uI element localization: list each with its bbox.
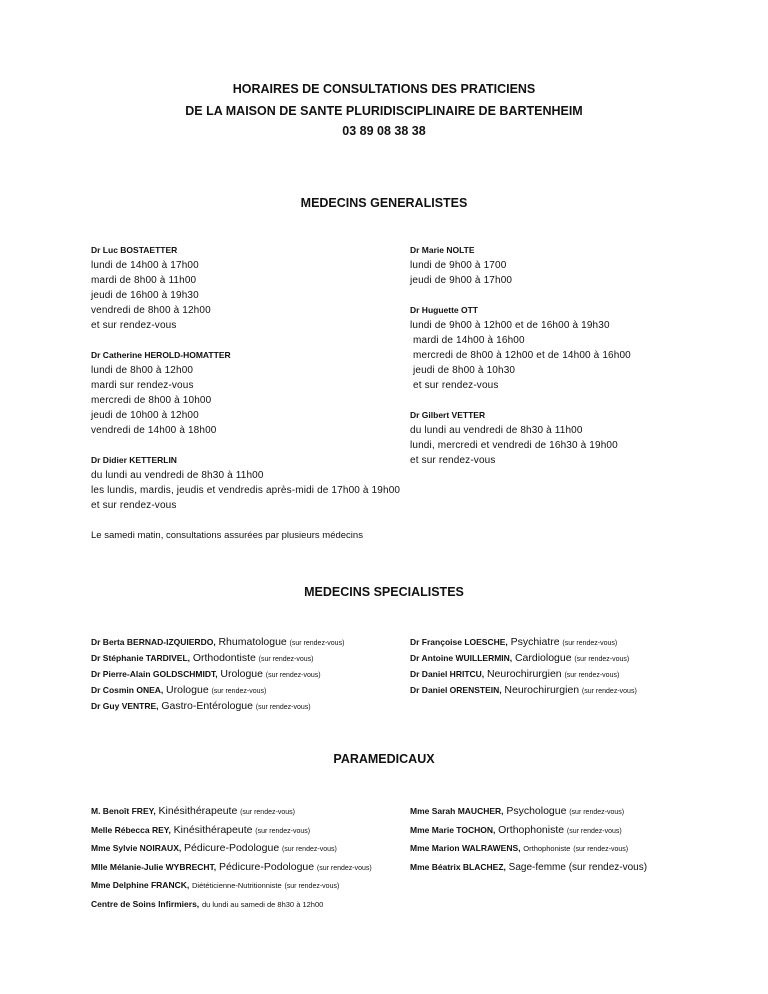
list-item <box>91 840 372 859</box>
specialty: Pédicure-Podologue <box>184 842 280 854</box>
practitioner-name: Dr Antoine WUILLERMIN, <box>410 653 513 663</box>
doctor-block-bostaetter <box>91 243 400 513</box>
list-item <box>91 859 372 878</box>
schedule-line: lundi de 8h00 à 12h00 <box>91 365 194 376</box>
specialty: Kinésithérapeute <box>173 823 253 836</box>
list-item <box>91 896 372 914</box>
specialty: Psychologue <box>506 805 567 817</box>
rdv-note: (sur rendez-vous) <box>240 809 295 816</box>
schedule-line: jeudi de 10h00 à 12h00 <box>91 410 199 421</box>
schedule-line: jeudi de 9h00 à 17h00 <box>410 275 513 286</box>
schedule-line: du lundi au vendredi de 8h30 à 11h00 <box>410 425 583 436</box>
practitioner-name: Melle Rébecca REY, <box>91 824 171 835</box>
practitioner-name: Mme Sylvie NOIRAUX, <box>91 843 182 853</box>
section-title-specialistes: MEDECINS SPECIALISTES <box>304 585 464 599</box>
practitioner-name: Dr Daniel HRITCU, <box>410 669 485 679</box>
rdv-note: (sur rendez-vous) <box>265 672 321 679</box>
schedule-line: et sur rendez-vous <box>413 380 499 391</box>
specialty: Sage-femme (sur rendez-vous) <box>508 861 648 873</box>
list-item <box>91 803 372 822</box>
list-item <box>91 699 344 715</box>
specialistes-right-list <box>410 635 637 699</box>
header-phone: 03 89 08 38 38 <box>342 124 426 138</box>
list-item <box>410 683 637 699</box>
list-item <box>91 651 344 667</box>
rdv-note: (sur rendez-vous) <box>564 672 620 679</box>
paramedicaux-left-list <box>91 803 372 913</box>
schedule-line: vendredi de 8h00 à 12h00 <box>91 305 211 316</box>
practitioner-name: Dr Daniel ORENSTEIN, <box>410 685 502 695</box>
doctor-name: Dr Marie NOLTE <box>410 245 475 255</box>
rdv-note: (sur rendez-vous) <box>562 640 618 647</box>
practitioner-name: Mme Marie TOCHON, <box>410 824 496 835</box>
schedule-line: mercredi de 8h00 à 10h00 <box>91 395 212 406</box>
practitioner-name: Mme Delphine FRANCK, <box>91 880 190 890</box>
schedule-line: lundi de 9h00 à 1700 <box>410 260 507 271</box>
specialty: Pédicure-Podologue <box>218 860 315 873</box>
paramedicaux-right-list <box>410 803 647 876</box>
rdv-note: (sur rendez-vous) <box>574 656 630 663</box>
doctor-name: Dr Gilbert VETTER <box>410 410 486 420</box>
specialty: Kinésithérapeute <box>158 805 238 817</box>
specialty: Urologue <box>220 668 263 680</box>
schedule-line: et sur rendez-vous <box>91 500 177 511</box>
rdv-note: (sur rendez-vous) <box>284 883 340 890</box>
practitioner-name: Mme Béatrix BLACHEZ, <box>410 861 506 872</box>
schedule-line: jeudi de 16h00 à 19h30 <box>91 290 199 301</box>
header-title-line1: HORAIRES DE CONSULTATIONS DES PRATICIENS <box>232 82 536 96</box>
list-item <box>410 635 637 651</box>
schedule-line: lundi de 14h00 à 17h00 <box>91 260 199 271</box>
schedule-line: mardi de 8h00 à 11h00 <box>91 275 197 286</box>
list-item <box>91 822 372 841</box>
schedule-line: jeudi de 8h00 à 10h30 <box>413 365 516 376</box>
practitioner-name: Dr Berta BERNAD-IZQUIERDO, <box>91 637 216 647</box>
doctor-name: Dr Didier KETTERLIN <box>91 455 177 465</box>
practitioner-name: Dr Stéphanie TARDIVEL, <box>91 653 191 663</box>
list-item <box>410 822 647 841</box>
specialty: Gastro-Entérologue <box>161 700 253 712</box>
practitioner-name: Mme Sarah MAUCHER, <box>410 806 504 816</box>
list-item <box>91 667 344 683</box>
doctor-name: Dr Catherine HEROLD-HOMATTER <box>91 350 231 360</box>
schedule-line: mardi de 14h00 à 16h00 <box>413 335 525 346</box>
schedule-line: et sur rendez-vous <box>91 320 177 331</box>
list-item <box>91 635 344 651</box>
section-title-paramedicaux: PARAMEDICAUX <box>333 752 435 766</box>
specialty: Orthophoniste <box>523 844 571 853</box>
schedule-line: vendredi de 14h00 à 18h00 <box>91 425 217 436</box>
header-title-line2: DE LA MAISON DE SANTE PLURIDISCIPLINAIRE DE BARTENHEIM <box>185 104 583 118</box>
practitioner-name: Dr Cosmin ONEA, <box>91 685 164 695</box>
section-title-generalistes: MEDECINS GENERALISTES <box>300 196 468 210</box>
list-item <box>410 667 637 683</box>
specialistes-left-list <box>91 635 344 715</box>
practitioner-name: Mme Marion WALRAWENS, <box>410 843 521 853</box>
schedule-line: mercredi de 8h00 à 12h00 et de 14h00 à 16h00 <box>413 350 631 361</box>
specialty: Rhumatologue <box>218 636 287 648</box>
specialty: Neurochirurgien <box>486 668 562 680</box>
specialty: Orthodontiste <box>192 652 256 664</box>
rdv-note: (sur rendez-vous) <box>289 640 345 647</box>
specialty: Urologue <box>166 684 209 696</box>
rdv-note: (sur rendez-vous) <box>211 688 267 695</box>
rdv-note: (sur rendez-vous) <box>255 704 311 711</box>
practitioner-name: Mlle Mélanie-Julie WYBRECHT, <box>91 861 217 872</box>
practitioner-name: Dr Pierre-Alain GOLDSCHMIDT, <box>91 669 218 679</box>
practitioner-name: Centre de Soins Infirmiers, <box>91 898 200 909</box>
rdv-note: (sur rendez-vous) <box>255 827 311 835</box>
rdv-note: (sur rendez-vous) <box>258 656 314 663</box>
practitioner-name: Dr Françoise LOESCHE, <box>410 637 508 647</box>
specialty: Psychiatre <box>510 636 560 648</box>
schedule-line: lundi, mercredi et vendredi de 16h30 à 19h00 <box>410 440 618 451</box>
practitioner-name: Dr Guy VENTRE, <box>91 701 159 711</box>
schedule-line: et sur rendez-vous <box>410 455 496 466</box>
schedule-line: les lundis, mardis, jeudis et vendredis après-midi de 17h00 à 19h00 <box>91 485 401 496</box>
specialty: du lundi au samedi de 8h30 à 12h00 <box>201 899 324 909</box>
doctor-name: Dr Luc BOSTAETTER <box>91 245 178 255</box>
rdv-note: (sur rendez-vous) <box>569 809 625 816</box>
list-item <box>410 859 647 877</box>
list-item <box>410 840 647 859</box>
list-item <box>410 651 637 667</box>
schedule-line: du lundi au vendredi de 8h30 à 11h00 <box>91 470 264 481</box>
rdv-note: (sur rendez-vous) <box>566 827 622 835</box>
list-item <box>91 877 372 896</box>
rdv-note: (sur rendez-vous) <box>281 846 337 853</box>
samedi-note: Le samedi matin, consultations assurées par plusieurs médecins <box>91 530 363 541</box>
specialty: Diététicienne-Nutritionniste <box>192 881 282 890</box>
schedule-line: mardi sur rendez-vous <box>91 380 194 391</box>
rdv-note: (sur rendez-vous) <box>573 846 629 853</box>
list-item <box>91 683 344 699</box>
doctor-name: Dr Huguette OTT <box>410 305 478 315</box>
doctor-block-right <box>410 243 631 468</box>
rdv-note: (sur rendez-vous) <box>316 864 372 872</box>
specialty: Orthophoniste <box>498 823 565 836</box>
specialty: Neurochirurgien <box>504 684 580 696</box>
schedule-line: lundi de 9h00 à 12h00 et de 16h00 à 19h30 <box>410 320 610 331</box>
list-item <box>410 803 647 822</box>
rdv-note: (sur rendez-vous) <box>581 688 637 695</box>
practitioner-name: M. Benoît FREY, <box>91 806 156 816</box>
specialty: Cardiologue <box>514 652 572 664</box>
